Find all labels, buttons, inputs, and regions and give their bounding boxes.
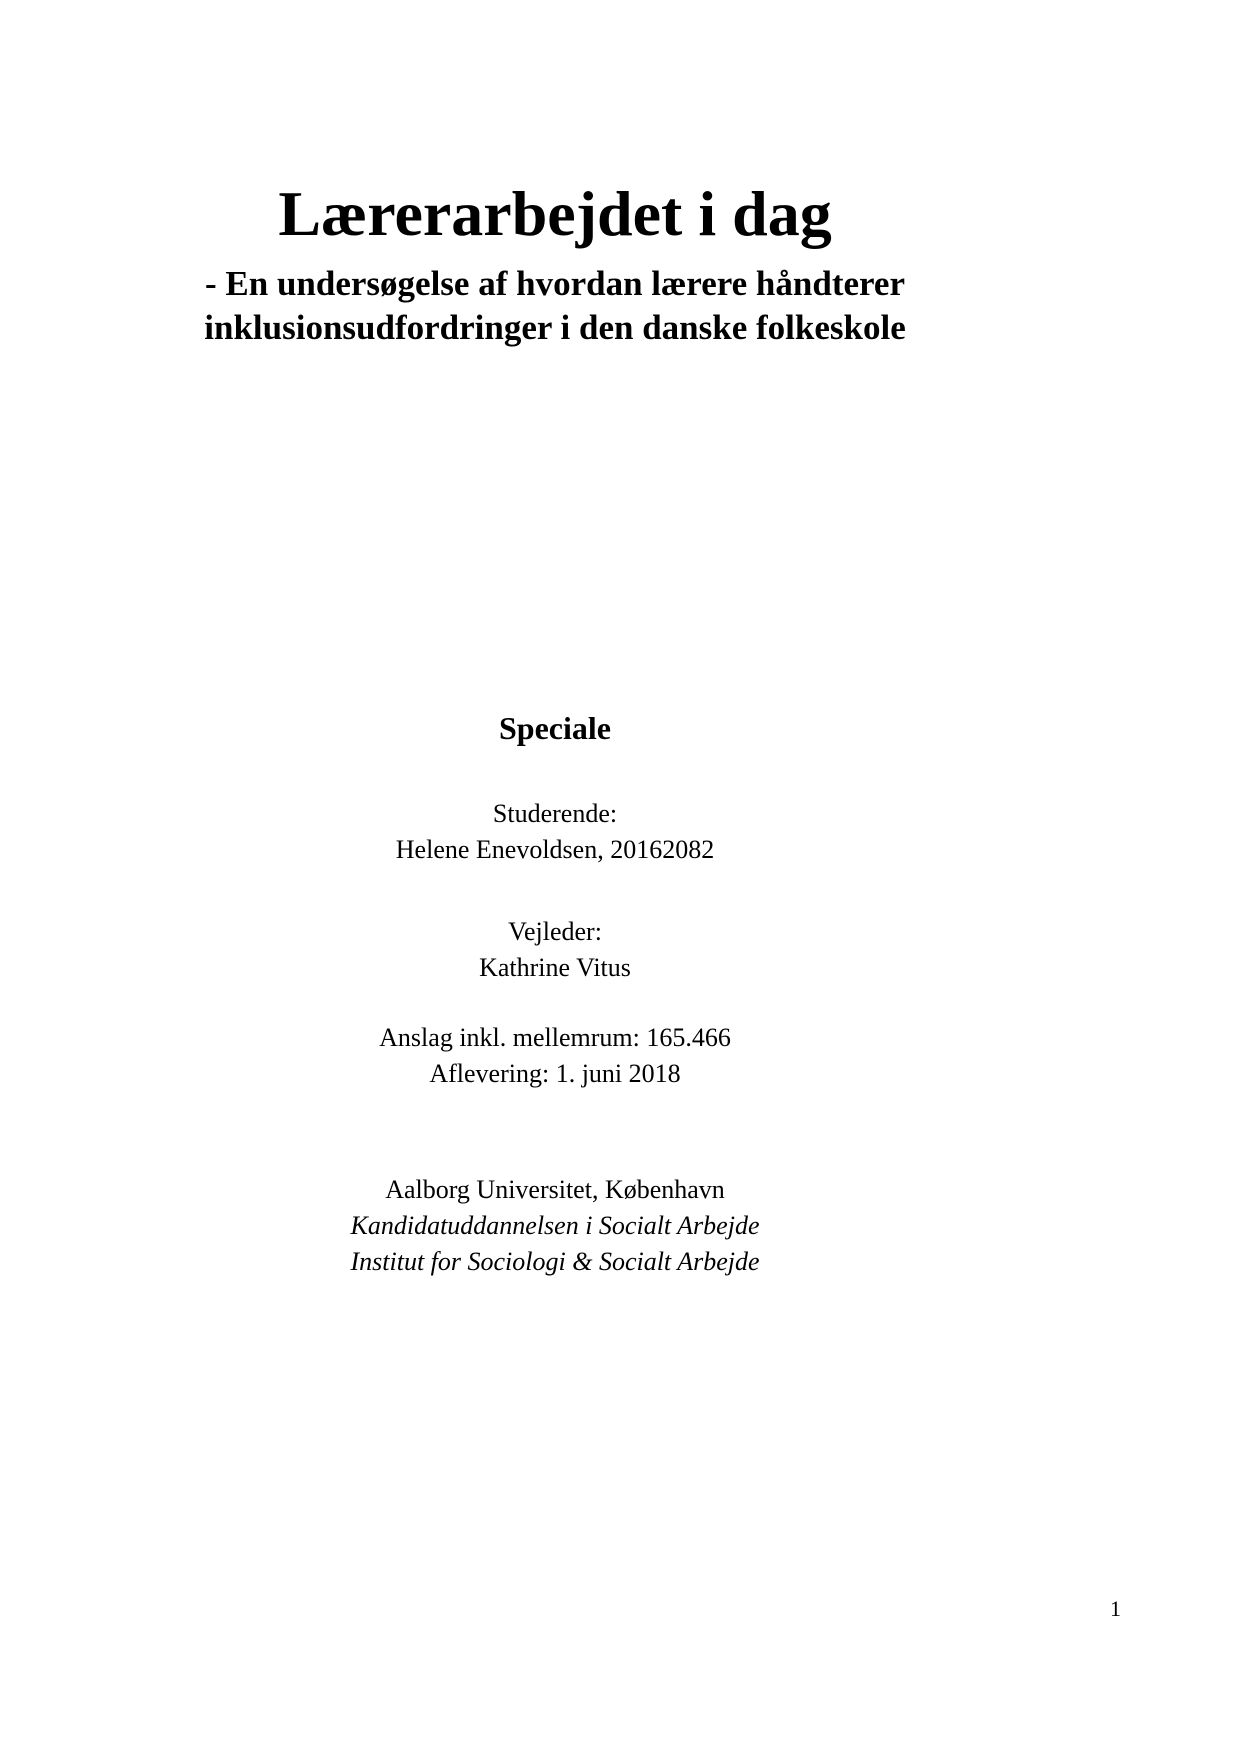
page-number: 1 xyxy=(1110,1596,1121,1621)
institution-block xyxy=(0,1172,1110,1280)
student-block xyxy=(0,796,1110,868)
stats-block xyxy=(0,1020,1110,1092)
student-label: Studerende: xyxy=(492,799,618,828)
document-subtitle xyxy=(0,262,1110,350)
university-name: Aalborg Universitet, København xyxy=(385,1175,725,1204)
student-name: Helene Enevoldsen, 20162082 xyxy=(395,835,715,864)
submission-date: Aflevering: 1. juni 2018 xyxy=(429,1059,681,1088)
subtitle-line-1: - En undersøgelse af hvordan lærere håndterer xyxy=(205,264,905,303)
subtitle-line-2: inklusionsudfordringer i den danske folkeskole xyxy=(204,308,906,347)
programme-name: Kandidatuddannelsen i Socialt Arbejde xyxy=(350,1211,760,1240)
character-count: Anslag inkl. mellemrum: 165.466 xyxy=(379,1023,731,1052)
document-title: Lærerarbejdet i dag xyxy=(278,178,832,249)
document-type-heading: Speciale xyxy=(499,710,611,746)
supervisor-block xyxy=(0,914,1110,986)
department-name: Institut for Sociologi & Socialt Arbejde xyxy=(350,1247,760,1276)
supervisor-label: Vejleder: xyxy=(508,917,602,946)
supervisor-name: Kathrine Vitus xyxy=(479,953,631,982)
